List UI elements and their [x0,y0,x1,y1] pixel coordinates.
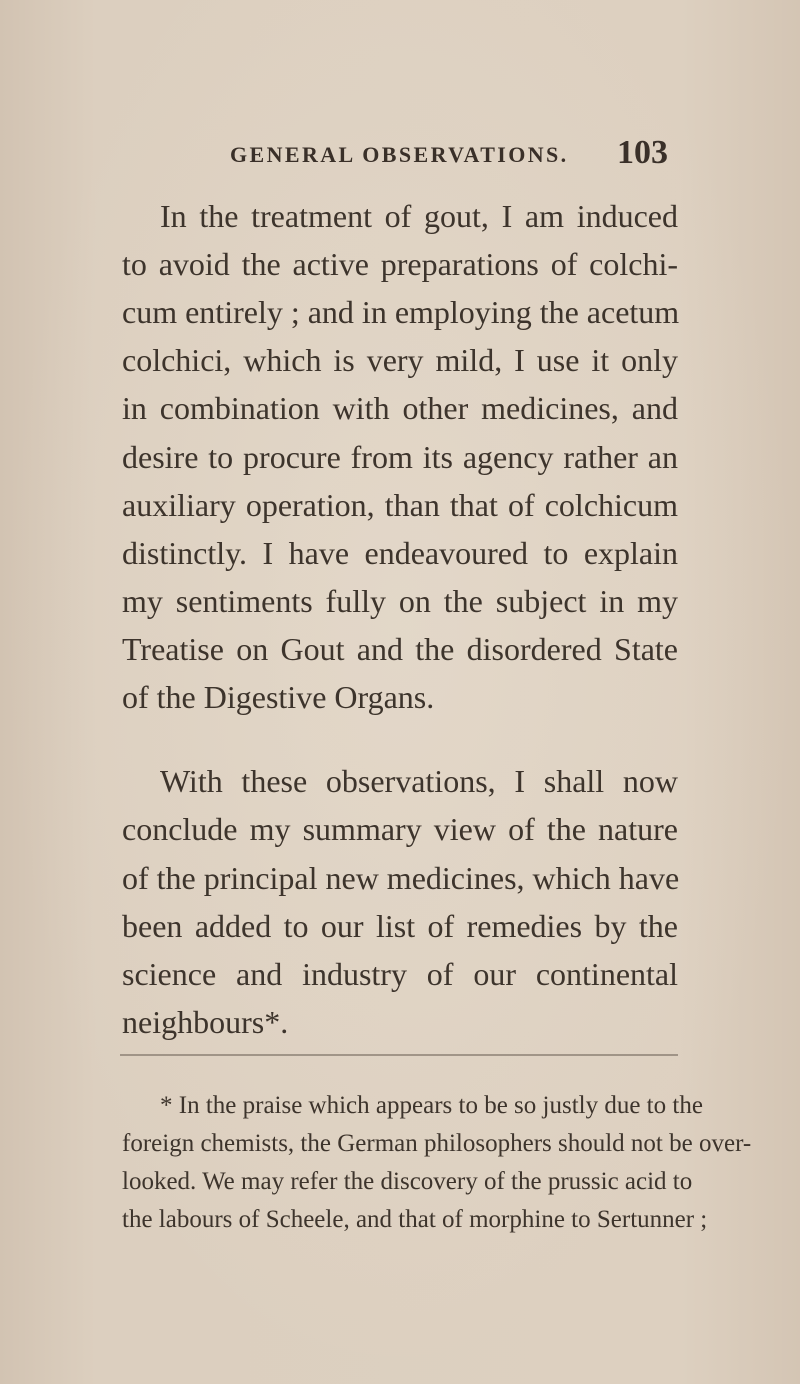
text-line: With these observations, I shall now [160,763,678,799]
footnote-line: foreign chemists, the German philosophers should not be over- [122,1130,752,1157]
text-line: been added to our list of remedies by the [122,908,678,944]
text-line: In the treatment of gout, I am induced [160,198,678,234]
footnote-rule [120,1054,678,1056]
text-line: of the Digestive Organs. [122,679,435,715]
footnote-line: looked. We may refer the discovery of the prussic acid to [122,1168,693,1195]
footnote-line: * In the praise which appears to be so justly due to the [160,1092,703,1119]
text-line: auxiliary operation, than that of colchicum [122,487,678,523]
text-line: distinctly. I have endeavoured to explain [122,535,678,571]
running-title: GENERAL OBSERVATIONS. [230,142,569,167]
text-line: my sentiments fully on the subject in my [122,583,678,619]
text-line: science and industry of our continental [122,956,678,992]
text-line: colchici, which is very mild, I use it only [122,342,678,378]
text-line: neighbours*. [122,1004,289,1040]
page-number: 103 [617,134,668,171]
text-line: cum entirely ; and in employing the acetum [122,294,680,330]
text-line: Treatise on Gout and the disordered State [122,631,678,667]
footnote-line: the labours of Scheele, and that of morphine to Sertunner ; [122,1206,708,1233]
text-line: desire to procure from its agency rather an [122,439,678,475]
text-line: conclude my summary view of the nature [122,811,678,847]
text-line: of the principal new medicines, which have [122,860,680,896]
running-head [230,134,670,178]
text-line: to avoid the active preparations of colchi- [122,246,678,282]
text-line: in combination with other medicines, and [122,390,678,426]
